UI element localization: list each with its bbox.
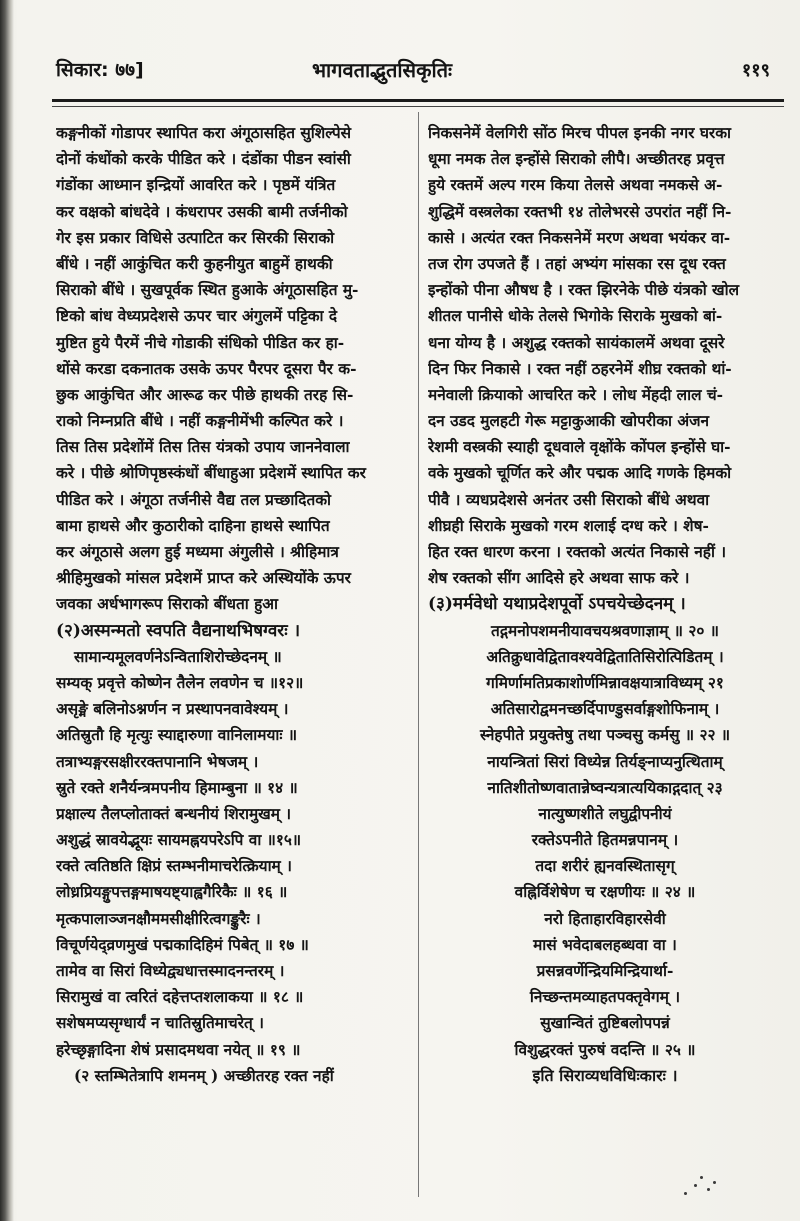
text-line: विशुद्धरक्तं पुरुषं वदन्ति ॥ २५ ॥ [514, 1040, 696, 1059]
text-line: रेशमी वस्त्रकी स्याही दूधवाले वृक्षोंके कोंपल इन्होंसे घा- [428, 438, 731, 457]
text-line: स्रुते रक्ते शनैर्यन्त्रमपनीय हिमाम्बुना ॥ १४ ॥ [56, 778, 298, 797]
text-line: राको निम्नप्रति बींधे । नहीं कङ्गनीमेंभी कल्पित करे । [56, 412, 344, 431]
text-line: शुद्धिमें वस्त्रलेका रक्तभी १४ तोलेभरसे उपरांत नहीं नि- [428, 202, 732, 221]
text-line: कासे । अत्यंत रक्त निकसनेमें मरण अथवा भयंकर वा- [428, 228, 731, 247]
text-line: (२)अस्मन्मतो स्वपति वैद्यनाथभिषग्वरः । [56, 620, 301, 641]
text-line: तिस तिस प्रदेशोंमें तिस तिस यंत्रको उपाय जाननेवाला [56, 438, 350, 457]
text-line: स्नेहपीते प्रयुक्तेषु तथा पञ्चसु कर्मसु ॥ २२ ॥ [479, 726, 731, 745]
running-header [56, 56, 782, 86]
text-line: हित रक्त धारण करना । रक्तको अत्यंत निकासे नहीं । [428, 543, 727, 561]
text-line: इति सिराव्यधविधिःकारः । [532, 1065, 678, 1085]
text-line: अतिक्रुधावेद्वितावश्यवेद्वितातिसिरोत्पिडितम् । [486, 647, 724, 666]
text-line: दन उडद मुलहटी गेरू मट्टाकुआकी खोपरीका अंजन [428, 412, 710, 431]
text-line: सशेषमप्यसृग्धार्यं न चातिस्रुतिमाचरेत् । [56, 1014, 264, 1033]
text-line: धूमा नमक तेल इन्होंसे सिराको लीपै। अच्छीतरह प्रवृत्त [428, 150, 725, 169]
text-line: हरेच्छृङ्गादिना शेषं प्रसादमथवा नयेत् ॥ १९ ॥ [56, 1040, 301, 1059]
text-line: मासं भवेदाबलहब्धवा वा । [533, 935, 677, 954]
text-line: सिराको बींधे । सुखपूर्वक स्थित हुआके अंगूठासहित मु- [56, 281, 359, 300]
text-line: प्रक्षाल्य तैलप्लोताक्तं बन्धनीयं शिरामुखम् । [56, 804, 292, 823]
text-line: शेष रक्तको सींग आदिसे हरे अथवा साफ करे । [428, 569, 690, 588]
text-line: थोंसे करडा दकनातक उसके ऊपर पैरपर दूसरा पैर क- [56, 359, 357, 378]
text-line: गेर इस प्रकार विधिसे उत्पाटित कर सिरकी सिराको [56, 228, 335, 247]
text-line: ष्टिको बांध वेध्यप्रदेशसे ऊपर चार अंगुलमें पट्टिका दे [56, 307, 338, 326]
text-line: नायन्त्रितां सिरां विध्येन्न तिर्यङ्नाप्यनुत्थिताम् [487, 752, 723, 771]
header-rule-thin [52, 106, 784, 107]
text-line: करे । पीछे श्रोणिपृष्ठस्कंधों बींधाहुआ प्रदेशमें स्थापित कर [56, 464, 366, 483]
text-line: धना योग्य है । अशुद्ध रक्तको सायंकालमें अथवा दूसरे [428, 333, 725, 352]
text-line: अतिसारोद्वमनच्छर्दिपाण्डुसर्वाङ्गशोफिनाम् । [490, 700, 720, 719]
text-line: लोध्रप्रियङ्गुपत्तङ्गमाषयष्ट्याह्वगैरिकैः ॥ १६ ॥ [56, 883, 288, 902]
text-line: नातिशीतोष्णवातान्नेष्वन्यत्रात्ययिकाद्गदात् २३ [487, 778, 723, 797]
text-line: सम्यक् प्रवृत्ते कोष्णेन तैलेन लवणेन च ॥१२॥ [56, 673, 304, 692]
ink-specks [680, 1172, 720, 1202]
text-line: सामान्यमूलवर्णनेऽन्विताशिरोच्छेदनम् ॥ [74, 647, 282, 666]
right-column [428, 120, 782, 1089]
text-line: नरो हिताहारविहारसेवी [544, 909, 666, 928]
text-line: अतिस्रुतौ हि मृत्युः स्याद्दारुणा वानिलामयाः ॥ [56, 726, 298, 745]
text-line: तामेव वा सिरां विध्येद्व्यधात्तस्मादनन्तरम् । [56, 962, 285, 980]
text-line: तदा शरीरं ह्यनवस्थितासृग् [535, 857, 675, 876]
chapter-marker: सिकार: ७७] [56, 59, 144, 81]
text-line: तज रोग उपजते हैं । तहां अभ्यंग मांसका रस दूध रक्त [428, 254, 726, 273]
book-title: भागवताद्भुतसिकृतिः [312, 58, 453, 82]
text-line: वके मुखको चूर्णित करे और पद्मक आदि गणके हिमको [428, 464, 732, 483]
header-rule-thick [52, 99, 784, 102]
text-line: निकसनेमें वेलगिरी सोंठ मिरच पीपल इनकी नगर घरका [428, 124, 732, 142]
text-line: जवका अर्धभागरूप सिराको बींधता हुआ [56, 595, 278, 614]
text-line: हुये रक्तमें अल्प गरम किया तेलसे अथवा नमकसे अ- [428, 176, 723, 195]
text-line: गंडोंका आध्मान इन्द्रियों आवरित करे । पृष्ठमें यंत्रित [56, 176, 336, 195]
column-divider [418, 112, 419, 1197]
text-line: सुखान्वितं तुष्टिबलोपपन्नं [540, 1014, 670, 1033]
text-line: सिरामुखं वा त्वरितं दहेत्तप्तशलाकया ॥ १८ ॥ [56, 988, 304, 1007]
text-line: (३)मर्मवेधो यथाप्रदेशपूर्वो ऽपचयेच्छेदनम् । [428, 594, 686, 615]
text-line: अशुद्धं स्रावयेद्भूयः सायमह्नयपरेऽपि वा ॥१५॥ [56, 831, 302, 850]
text-line: मृत्कपालाञ्जनक्षौममसीक्षीरित्वगङ्कुरैः । [56, 909, 261, 928]
text-line: कर अंगूठासे अलग हुई मध्यमा अंगुलीसे । श्रीहिमात्र [56, 543, 339, 561]
text-line: दोनों कंधोंको करके पीडित करे । दंडोंका पीडन स्वांसी [56, 150, 351, 169]
text-line: मुष्टित हुये पैरमें नीचे गोडाकी संधिको पीडित कर हा- [56, 333, 345, 352]
text-line: असृङ्मे बलिनोऽश्नर्णन न प्रस्थापनवावेश्यम् । [56, 700, 289, 719]
text-line: बामा हाथसे और कुठारीको दाहिना हाथसे स्थापित [56, 516, 330, 535]
text-line: गमिर्णामतिप्रकाशोर्णमिन्नावक्षयात्राविध्यम् २१ [486, 673, 724, 692]
text-line: प्रसन्नवर्णेन्द्रियमिन्द्रियार्था- [536, 962, 674, 980]
text-line: मनेवाली क्रियाको आचरित करे । लोध मेंहदी लाल चं- [428, 385, 724, 404]
text-line: कङ्गनीकों गोडापर स्थापित करा अंगूठासहित सुशिल्पेसे [56, 124, 351, 142]
text-line: पीडित करे । अंगूठा तर्जनीसे वैद्य तल प्रच्छादितको [56, 490, 332, 509]
text-line: कर वक्षको बांधदेवे । कंधरापर उसकी बामी तर्जनीको [56, 202, 348, 221]
text-line: तद्गमनोपशमनीयावचयश्रवणाज्ञाम् ॥ २० ॥ [491, 621, 719, 640]
text-line: बींधे । नहीं आकुंचित करी कुहनीयुत बाहुमें हाथकी [56, 254, 333, 273]
text-line: छुक आकुंचित और आरूढ कर पीछे हाथकी तरह सि- [56, 385, 354, 404]
text-line: दिन फिर निकासे । रक्त नहीं ठहरनेमें शीघ्र रक्तको थां- [428, 359, 732, 378]
text-line: पीवै । व्यधप्रदेशसे अनंतर उसी सिराको बींधे अथवा [428, 490, 710, 509]
text-line: श्रीहिमुखको मांसल प्रदेशमें प्राप्त करे अस्थियोंके ऊपर [56, 569, 351, 588]
page-number: ११९ [741, 60, 770, 81]
text-line: तत्राभ्यङ्गरसक्षीररक्तपानानि भेषजम् । [56, 752, 259, 771]
text-line: वह्निर्विशेषेण च रक्षणीयः ॥ २४ ॥ [514, 883, 696, 902]
book-spine-shadow [0, 0, 14, 1221]
text-line: (२ स्तम्भितेत्रापि शमनम् ) अच्छीतरह रक्त नहीं [74, 1066, 334, 1085]
left-column [56, 120, 410, 1089]
text-line: रक्ते त्वतिष्ठति क्षिप्रं स्तम्भनीमाचरेत्क्रियाम् । [56, 857, 292, 876]
text-line: शीतल पानीसे धोके तेलसे भिगोके सिराके मुखको बां- [428, 307, 723, 326]
text-line: रक्तेऽपनीते हितमन्नपानम् । [531, 831, 679, 850]
text-line: विचूर्णयेद्व्रणमुखं पद्मकादिहिमं पिबेत् ॥ १७ ॥ [56, 935, 309, 954]
text-line: शीघ्रही सिराके मुखको गरम शलाई दग्ध करे । शेष- [428, 516, 709, 535]
text-line: निच्छन्तमव्याहतपक्तृवेगम् । [529, 988, 681, 1007]
text-line: इन्होंको पीना औषध है । रक्त झिरनेके पीछे यंत्रको खोल [428, 281, 740, 300]
text-line: नात्युष्णशीते लघुद्वीपनीयं [538, 804, 672, 823]
